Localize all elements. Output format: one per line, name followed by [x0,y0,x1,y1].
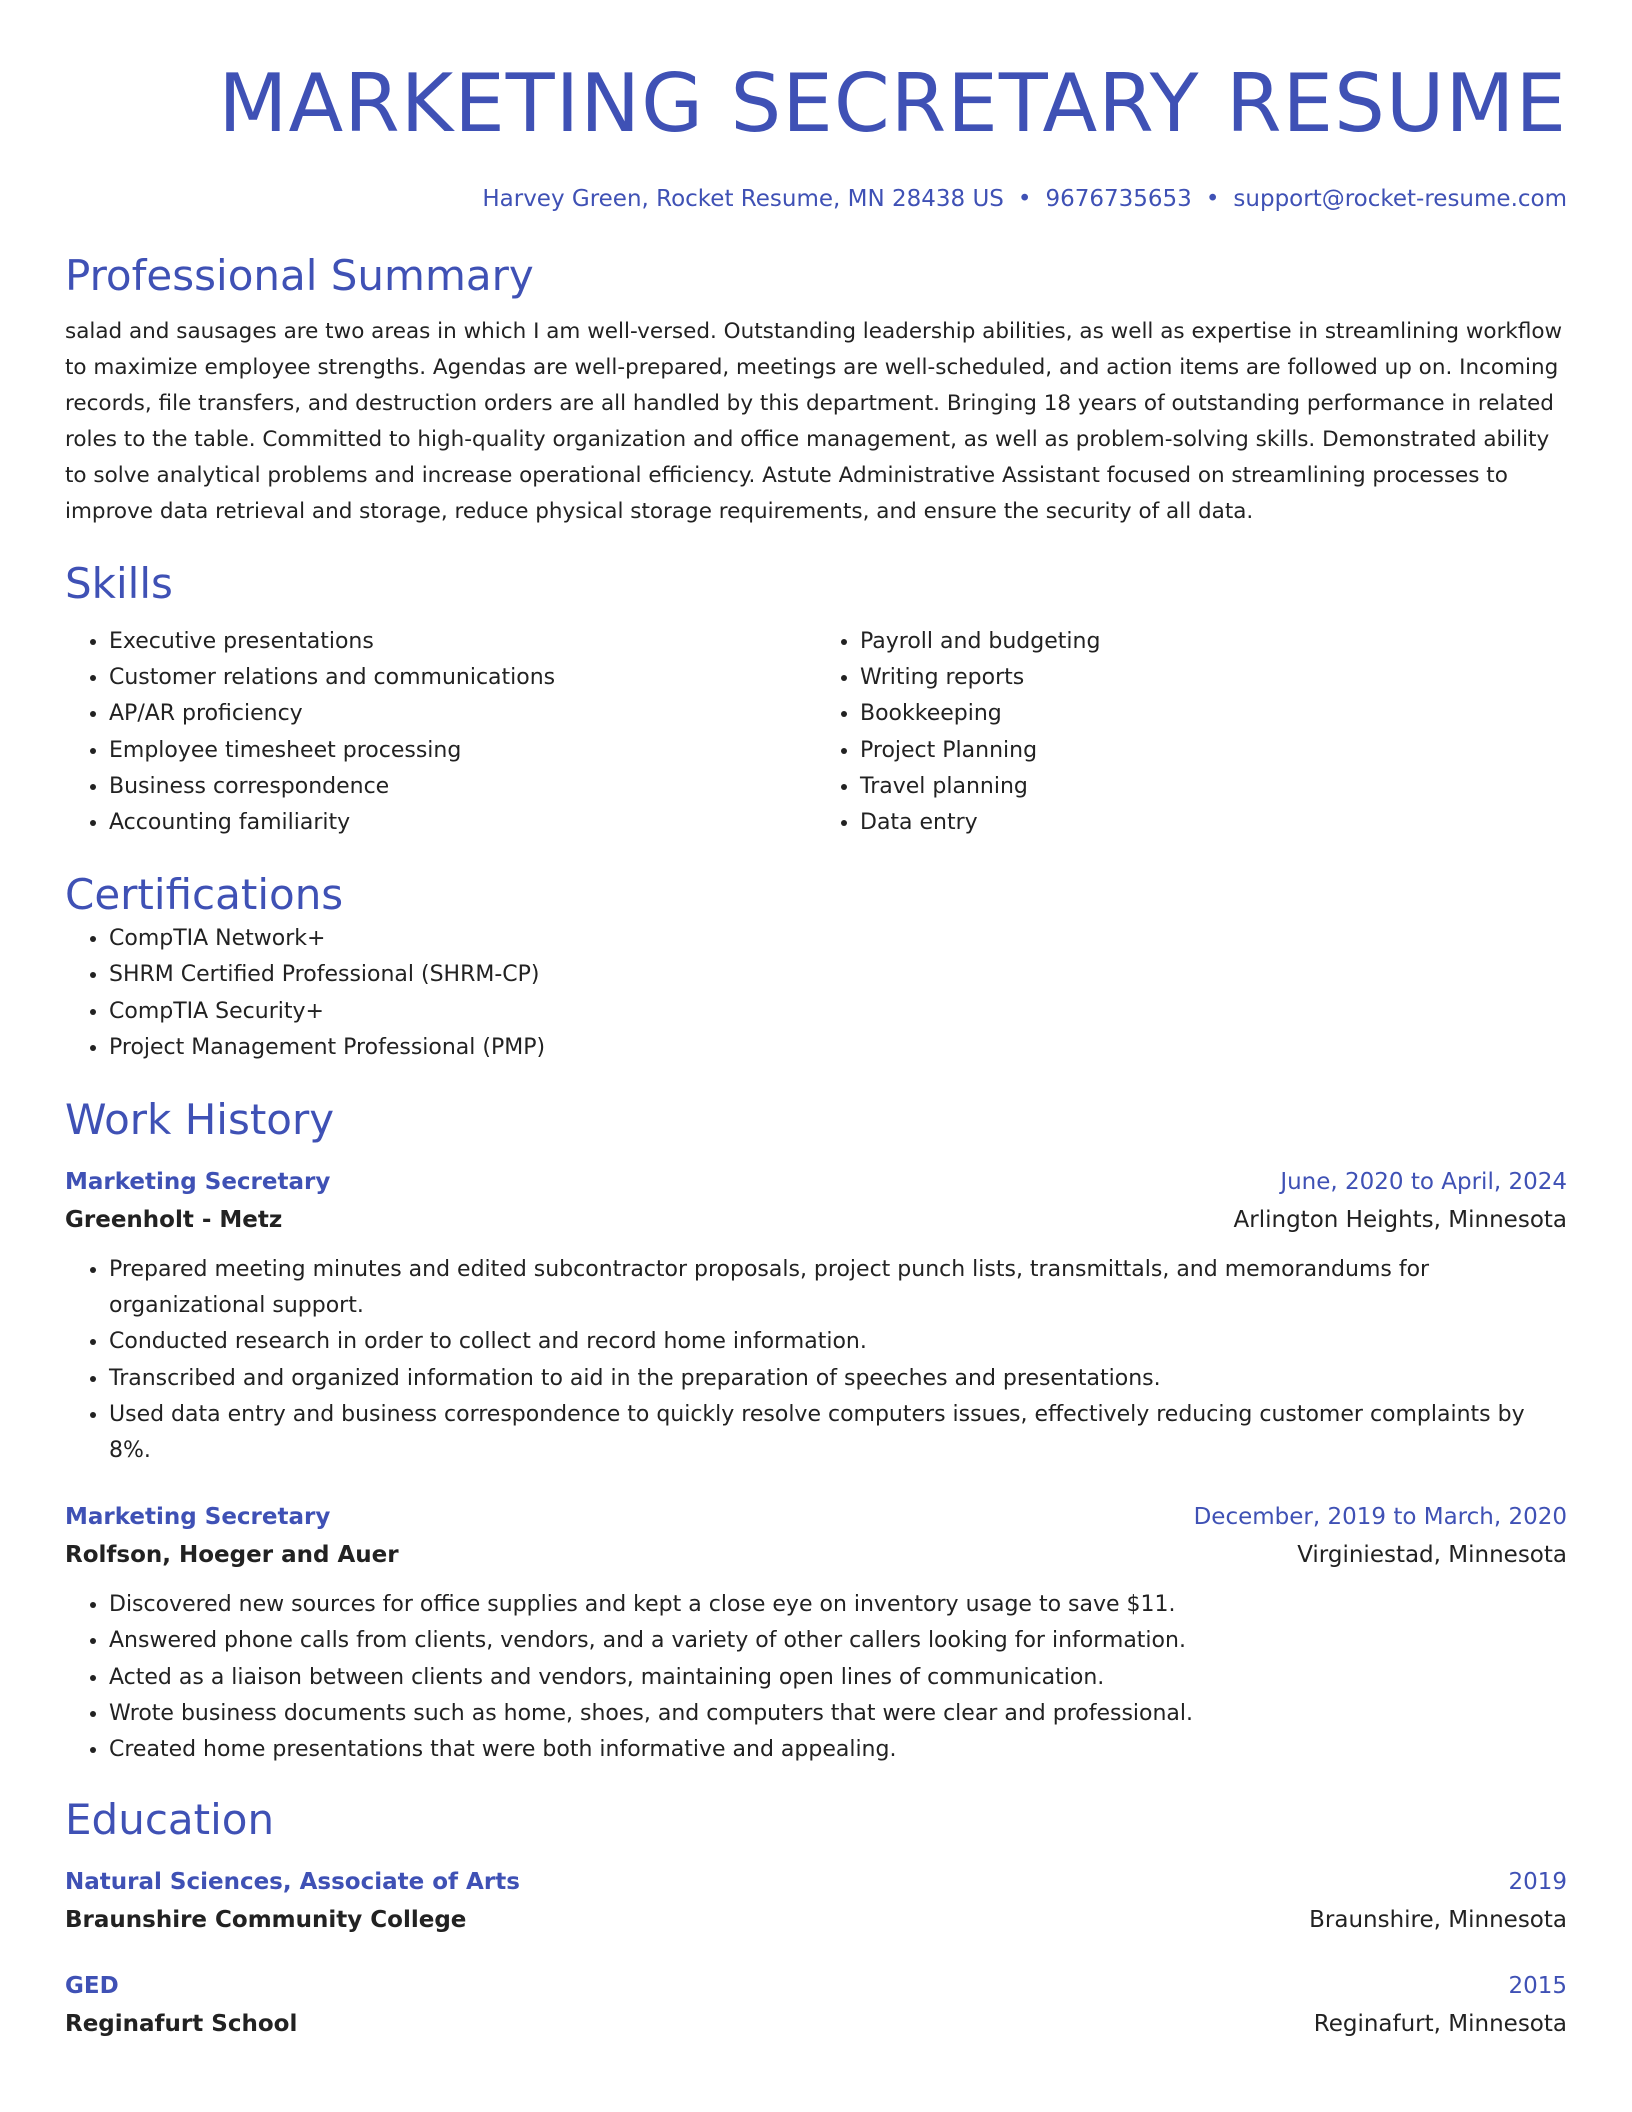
education-location: Reginafurt, Minnesota [1313,2011,1567,2038]
job-header-row [65,1164,1567,1200]
skill-item: • Executive presentations [109,624,816,660]
skill-item: • Writing reports [860,660,1567,696]
skills-list-right [816,624,1567,841]
job-duty-item: • Wrote business documents such as home, shoes, and computers that were clear and professional. [109,1696,1567,1732]
job-duty-item: • Created home presentations that were both informative and appealing. [109,1732,1567,1768]
section-heading-education: Education [65,1795,275,1845]
certification-item: • CompTIA Security+ [109,994,1567,1030]
education-entry [65,1968,1567,2044]
skills-list-left [65,624,816,841]
skill-item: • Employee timesheet processing [109,733,816,769]
certification-item: • SHRM Certified Professional (SHRM-CP) [109,957,1567,993]
skill-item: • Business correspondence [109,769,816,805]
education-school-row [65,2004,1567,2044]
job-role: Marketing Secretary [65,1504,331,1531]
certification-item: • CompTIA Network+ [109,921,1567,957]
education-header-row [65,1968,1567,2004]
skill-item: • AP/AR proficiency [109,696,816,732]
contact-separator: • [1205,186,1220,212]
contact-line [65,184,1567,214]
job-duties-list [65,1252,1567,1469]
education-section [65,1794,1567,2044]
skill-item: • Customer relations and communications [109,660,816,696]
job-duty-item: • Prepared meeting minutes and edited subcontractor proposals, project punch lists, transmittals, and memorandums for organizational support. [109,1252,1567,1324]
certifications-list [65,921,1567,1066]
summary-section [65,250,1567,530]
section-heading-summary: Professional Summary [65,251,534,300]
education-school: Braunshire Community College [65,1907,467,1934]
skill-item: • Accounting familiarity [109,805,816,841]
job-company: Rolfson, Hoeger and Auer [65,1542,399,1569]
education-year: 2019 [1508,1869,1567,1896]
education-school-row [65,1900,1567,1940]
job-header-row [65,1499,1567,1535]
job-duty-item: • Answered phone calls from clients, vendors, and a variety of other callers looking for information. [109,1623,1567,1659]
education-degree: GED [65,1973,119,2000]
education-header-row [65,1864,1567,1900]
job-company: Greenholt - Metz [65,1207,283,1234]
skills-columns [65,624,1567,841]
job-duty-item: • Discovered new sources for office supplies and kept a close eye on inventory usage to save $11. [109,1587,1567,1623]
job-duty-item: • Transcribed and organized information to aid in the preparation of speeches and presentations. [109,1361,1567,1397]
job-dates: December, 2019 to March, 2020 [1193,1504,1567,1531]
job-duty-item: • Acted as a liaison between clients and vendors, maintaining open lines of communication. [109,1660,1567,1696]
job-dates: June, 2020 to April, 2024 [1280,1169,1567,1196]
resume-header [65,56,1567,214]
job-duties-list [65,1587,1567,1768]
education-degree: Natural Sciences, Associate of Arts [65,1869,520,1896]
contact-separator: • [1017,186,1032,212]
education-school: Reginafurt School [65,2011,298,2038]
contact-phone: 9676735653 [1045,186,1192,212]
job-duty-item: • Used data entry and business correspondence to quickly resolve computers issues, effectively reducing customer complaints by 8%. [109,1397,1567,1469]
education-location: Braunshire, Minnesota [1309,1907,1567,1934]
skill-item: • Data entry [860,805,1567,841]
resume-title: MARKETING SECRETARY RESUME [218,57,1567,150]
job-entry [65,1164,1567,1469]
skills-section [65,558,1567,841]
certification-item: • Project Management Professional (PMP) [109,1030,1567,1066]
certifications-section [65,869,1567,1066]
summary-text: salad and sausages are two areas in which I am well-versed. Outstanding leadership abilities, as well as expertise in streamlining workflow to maximize employee strengths. Agendas are well-prepared, meetings are well-scheduled, and action items are followed up on. Incoming records, file transfers, and destruction orders are all handled by this department. Bringing 18 years of outstanding performance in related roles to the table. Committed to high-quality organization and office management, as well as problem-solving skills. Demonstrated ability to solve analytical problems and increase operational efficiency. Astute Administrative Assistant focused on streamlining processes to improve data retrieval and storage, reduce physical storage requirements, and ensure the security of all data. [65,319,1563,524]
education-entry [65,1864,1567,1940]
education-year: 2015 [1508,1973,1567,2000]
section-heading-skills: Skills [65,559,173,608]
section-heading-certifications: Certifications [65,870,344,920]
job-duty-item: • Conducted research in order to collect and record home information. [109,1324,1567,1360]
job-role: Marketing Secretary [65,1169,331,1196]
work-history-section [65,1094,1567,1768]
contact-address: Harvey Green, Rocket Resume, MN 28438 US [482,186,1004,212]
job-location: Arlington Heights, Minnesota [1233,1207,1567,1234]
job-employer-row [65,1200,1567,1240]
skill-item: • Payroll and budgeting [860,624,1567,660]
job-employer-row [65,1535,1567,1575]
contact-email[interactable]: support@rocket-resume.com [1233,186,1567,212]
skill-item: • Project Planning [860,733,1567,769]
skill-item: • Travel planning [860,769,1567,805]
section-heading-work-history: Work History [65,1095,335,1145]
job-entry [65,1499,1567,1768]
skill-item: • Bookkeeping [860,696,1567,732]
job-location: Virginiestad, Minnesota [1297,1542,1567,1569]
